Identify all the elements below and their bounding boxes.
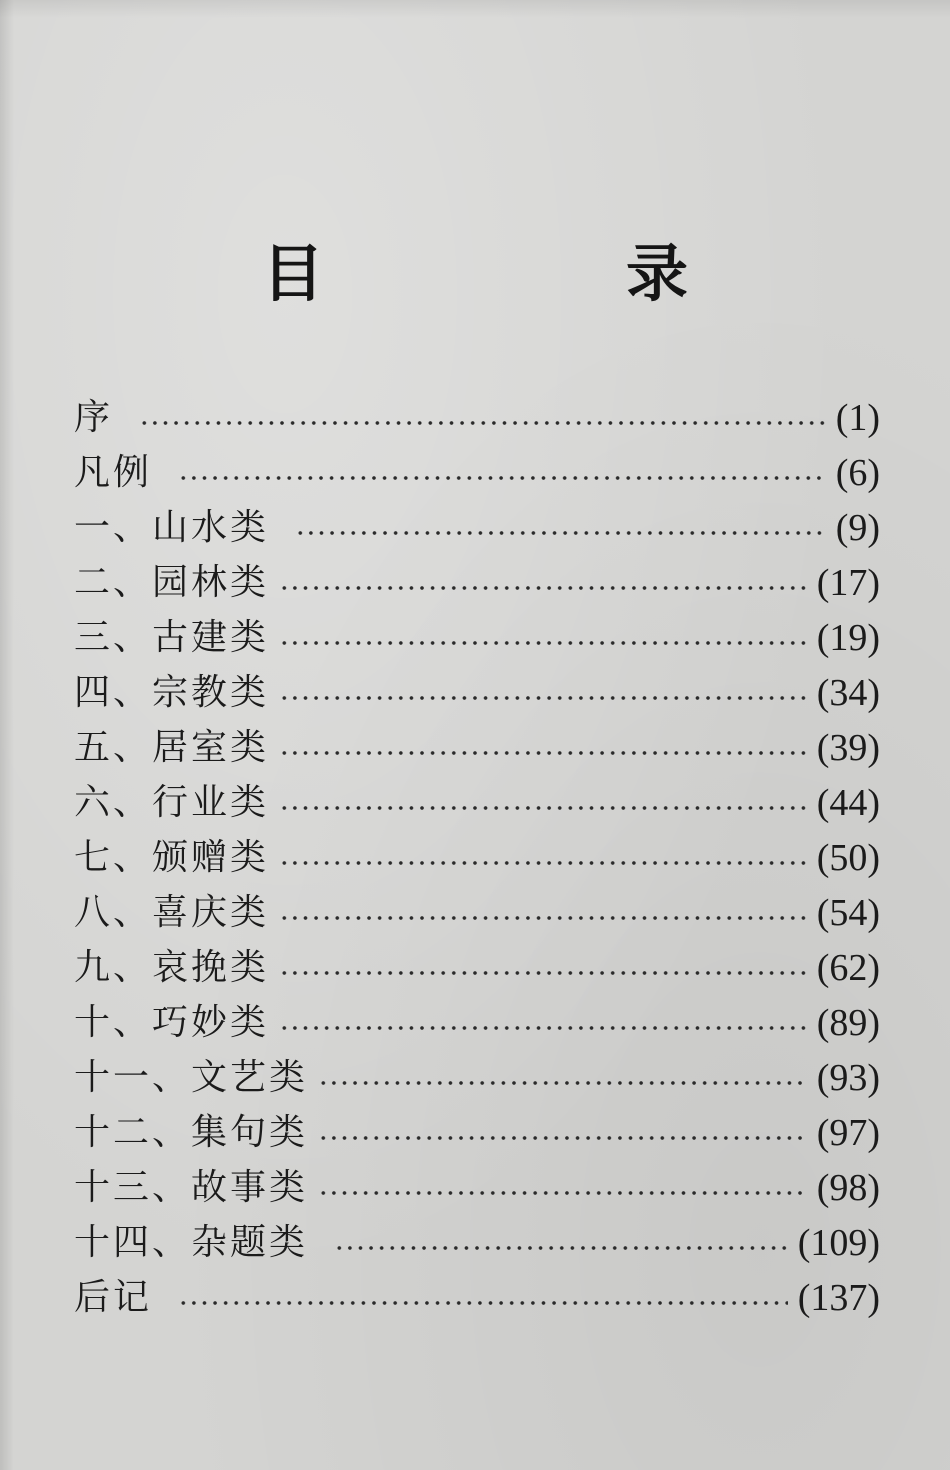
dot-leader <box>279 806 807 810</box>
dot-leader <box>279 696 807 700</box>
page-edge-shadow <box>0 0 14 1470</box>
toc-entry-page: (89) <box>816 1001 880 1044</box>
dot-leader <box>279 586 807 590</box>
toc-entry[interactable] <box>74 555 880 610</box>
toc-entry[interactable] <box>74 665 880 720</box>
toc-entry-page: (34) <box>816 671 880 714</box>
toc-entry-label: 九、哀挽类 <box>74 946 270 988</box>
toc-entry[interactable] <box>74 995 880 1050</box>
dot-leader <box>279 1026 807 1030</box>
toc-entry-label: 十四、杂题类 <box>74 1221 309 1263</box>
dot-leader <box>295 531 826 535</box>
toc-entry-label: 十一、文艺类 <box>74 1056 309 1098</box>
dot-leader <box>279 971 807 975</box>
dot-leader <box>178 476 826 480</box>
dot-leader <box>279 916 807 920</box>
toc-entry[interactable] <box>74 720 880 775</box>
toc-entry-label: 十三、故事类 <box>74 1166 309 1208</box>
toc-entry-page: (39) <box>816 726 880 769</box>
toc-entry-label: 三、古建类 <box>74 616 270 658</box>
toc-entry-label: 六、行业类 <box>74 781 270 823</box>
toc-entry-page: (54) <box>816 891 880 934</box>
dot-leader <box>178 1301 788 1305</box>
toc-entry-page: (137) <box>797 1276 880 1319</box>
dot-leader <box>334 1246 788 1250</box>
toc-entry-page: (93) <box>816 1056 880 1099</box>
toc-entry-page: (9) <box>835 506 880 549</box>
toc-entry[interactable] <box>74 885 880 940</box>
toc-entry[interactable] <box>74 1270 880 1325</box>
toc-entry-label: 十、巧妙类 <box>74 1001 270 1043</box>
page-top-shadow <box>0 0 950 18</box>
toc-entry-page: (19) <box>816 616 880 659</box>
toc-entry-page: (50) <box>816 836 880 879</box>
toc-entry-label: 凡例 <box>74 451 153 493</box>
toc-entry-label: 二、园林类 <box>74 561 270 603</box>
dot-leader <box>318 1191 807 1195</box>
toc-entry-page: (109) <box>797 1221 880 1264</box>
toc-entry[interactable] <box>74 500 880 555</box>
toc-entry-label: 序 <box>74 396 114 438</box>
toc-entry[interactable] <box>74 610 880 665</box>
toc-entry-label: 十二、集句类 <box>74 1111 309 1153</box>
toc-entry-page: (6) <box>835 451 880 494</box>
toc-entry[interactable] <box>74 1105 880 1160</box>
dot-leader <box>139 421 826 425</box>
toc-entry[interactable] <box>74 1215 880 1270</box>
table-of-contents <box>74 390 880 1325</box>
dot-leader <box>279 751 807 755</box>
toc-entry[interactable] <box>74 1160 880 1215</box>
toc-entry-page: (97) <box>816 1111 880 1154</box>
toc-entry-label: 五、居室类 <box>74 726 270 768</box>
toc-entry-label: 七、颁赠类 <box>74 836 270 878</box>
toc-entry[interactable] <box>74 445 880 500</box>
toc-entry-label: 一、山水类 <box>74 506 270 548</box>
toc-entry-page: (98) <box>816 1166 880 1209</box>
toc-entry-page: (44) <box>816 781 880 824</box>
toc-entry[interactable] <box>74 830 880 885</box>
toc-entry-page: (17) <box>816 561 880 604</box>
toc-entry-label: 后记 <box>74 1276 153 1318</box>
page-title: 目 录 <box>261 237 808 310</box>
toc-entry-label: 四、宗教类 <box>74 671 270 713</box>
toc-entry[interactable] <box>74 1050 880 1105</box>
toc-entry[interactable] <box>74 940 880 995</box>
toc-entry-page: (62) <box>816 946 880 989</box>
dot-leader <box>279 861 807 865</box>
toc-entry-label: 八、喜庆类 <box>74 891 270 933</box>
dot-leader <box>318 1081 807 1085</box>
dot-leader <box>318 1136 807 1140</box>
toc-entry[interactable] <box>74 390 880 445</box>
toc-entry-page: (1) <box>835 396 880 439</box>
dot-leader <box>279 641 807 645</box>
toc-entry[interactable] <box>74 775 880 830</box>
